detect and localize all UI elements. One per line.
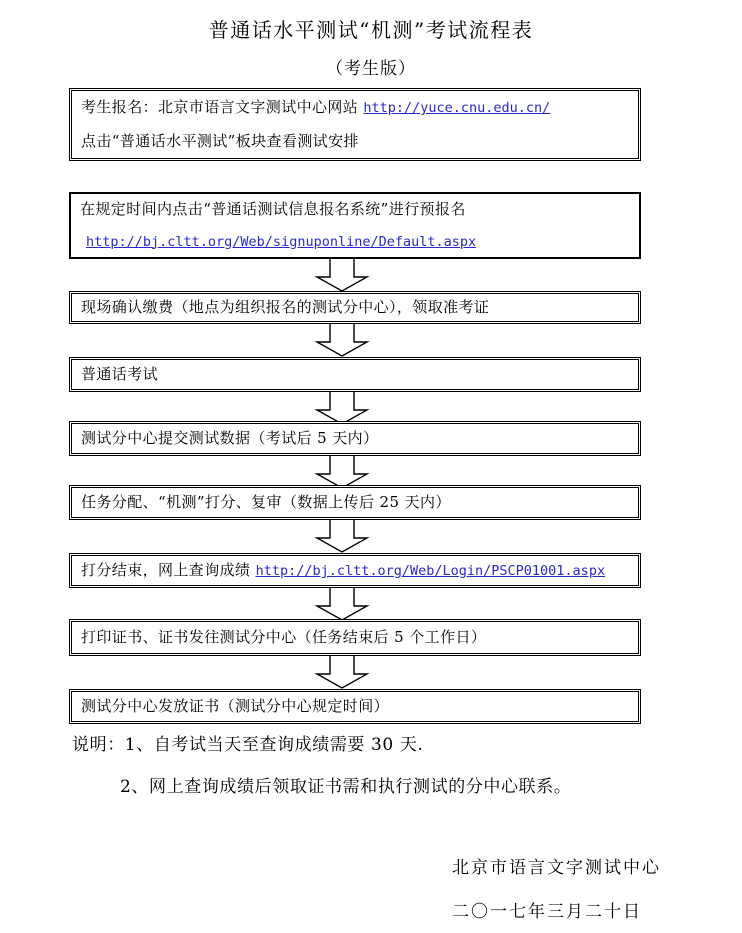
step-print-certificate-line-1	[81, 622, 632, 653]
step-submit-data	[69, 421, 641, 456]
step-scoring-line-1	[81, 488, 632, 517]
page-title: 普通话水平测试“机测”考试流程表	[208, 18, 534, 42]
step-registration	[69, 88, 641, 161]
note-line-1: 说明：1、自考试当天至查询成绩需要 30 天.	[72, 735, 424, 755]
step-scoring	[69, 485, 641, 520]
signature-organization: 北京市语言文字测试中心	[452, 858, 661, 878]
page-subtitle: （考生版）	[326, 59, 416, 79]
step-exam	[69, 357, 641, 392]
step-pre-signup-text-1: 在规定时间内点击“普通话测试信息报名系统”进行预报名	[80, 200, 466, 218]
step-issue-certificate	[69, 689, 641, 724]
step-print-certificate	[69, 619, 641, 656]
step-registration-line-1	[81, 91, 632, 125]
step-scoring-text-1: 任务分配、“机测”打分、复审（数据上传后 25 天内）	[81, 493, 451, 511]
step-query-score-link[interactable]: http://bj.cltt.org/Web/Login/PSCP01001.aspx	[255, 563, 606, 579]
step-exam-text-1: 普通话考试	[81, 365, 159, 383]
step-pre-signup-line-1	[80, 194, 633, 226]
step-print-certificate-text-1: 打印证书、证书发往测试分中心（任务结束后 5 个工作日）	[81, 628, 487, 646]
arrow-down-icon	[313, 259, 371, 292]
step-pre-signup	[69, 192, 641, 259]
arrow-down-icon	[313, 588, 371, 621]
arrow-down-icon	[313, 324, 371, 357]
step-registration-link[interactable]: http://yuce.cnu.edu.cn/	[363, 100, 551, 116]
step-registration-line-2	[81, 125, 632, 159]
step-query-score-text-1: 打分结束，网上查询成绩	[81, 561, 256, 579]
step-submit-data-line-1	[81, 424, 632, 453]
signature-date: 二〇一七年三月二十日	[452, 902, 642, 922]
step-registration-text-2: 点击“普通话水平测试”板块查看测试安排	[81, 131, 359, 150]
step-exam-line-1	[81, 360, 632, 389]
step-query-score	[69, 553, 641, 588]
step-query-score-line-1	[81, 556, 632, 585]
step-submit-data-text-1: 测试分中心提交测试数据（考试后 5 天内）	[81, 429, 379, 447]
step-issue-certificate-line-1	[81, 692, 632, 721]
step-pre-signup-line-2	[80, 226, 633, 258]
step-onsite-payment-line-1	[81, 294, 632, 321]
step-onsite-payment	[69, 291, 641, 324]
arrow-down-icon	[313, 520, 371, 553]
arrow-down-icon	[313, 656, 371, 689]
step-onsite-payment-text-1: 现场确认缴费（地点为组织报名的测试分中心），领取准考证	[81, 298, 490, 316]
note-line-2: 2、网上查询成绩后领取证书需和执行测试的分中心联系。	[120, 777, 572, 797]
step-registration-text-1: 考生报名：北京市语言文字测试中心网站	[81, 98, 364, 116]
step-pre-signup-link[interactable]: http://bj.cltt.org/Web/signuponline/Default.aspx	[86, 233, 477, 250]
step-issue-certificate-text-1: 测试分中心发放证书（测试分中心规定时间）	[81, 697, 390, 715]
